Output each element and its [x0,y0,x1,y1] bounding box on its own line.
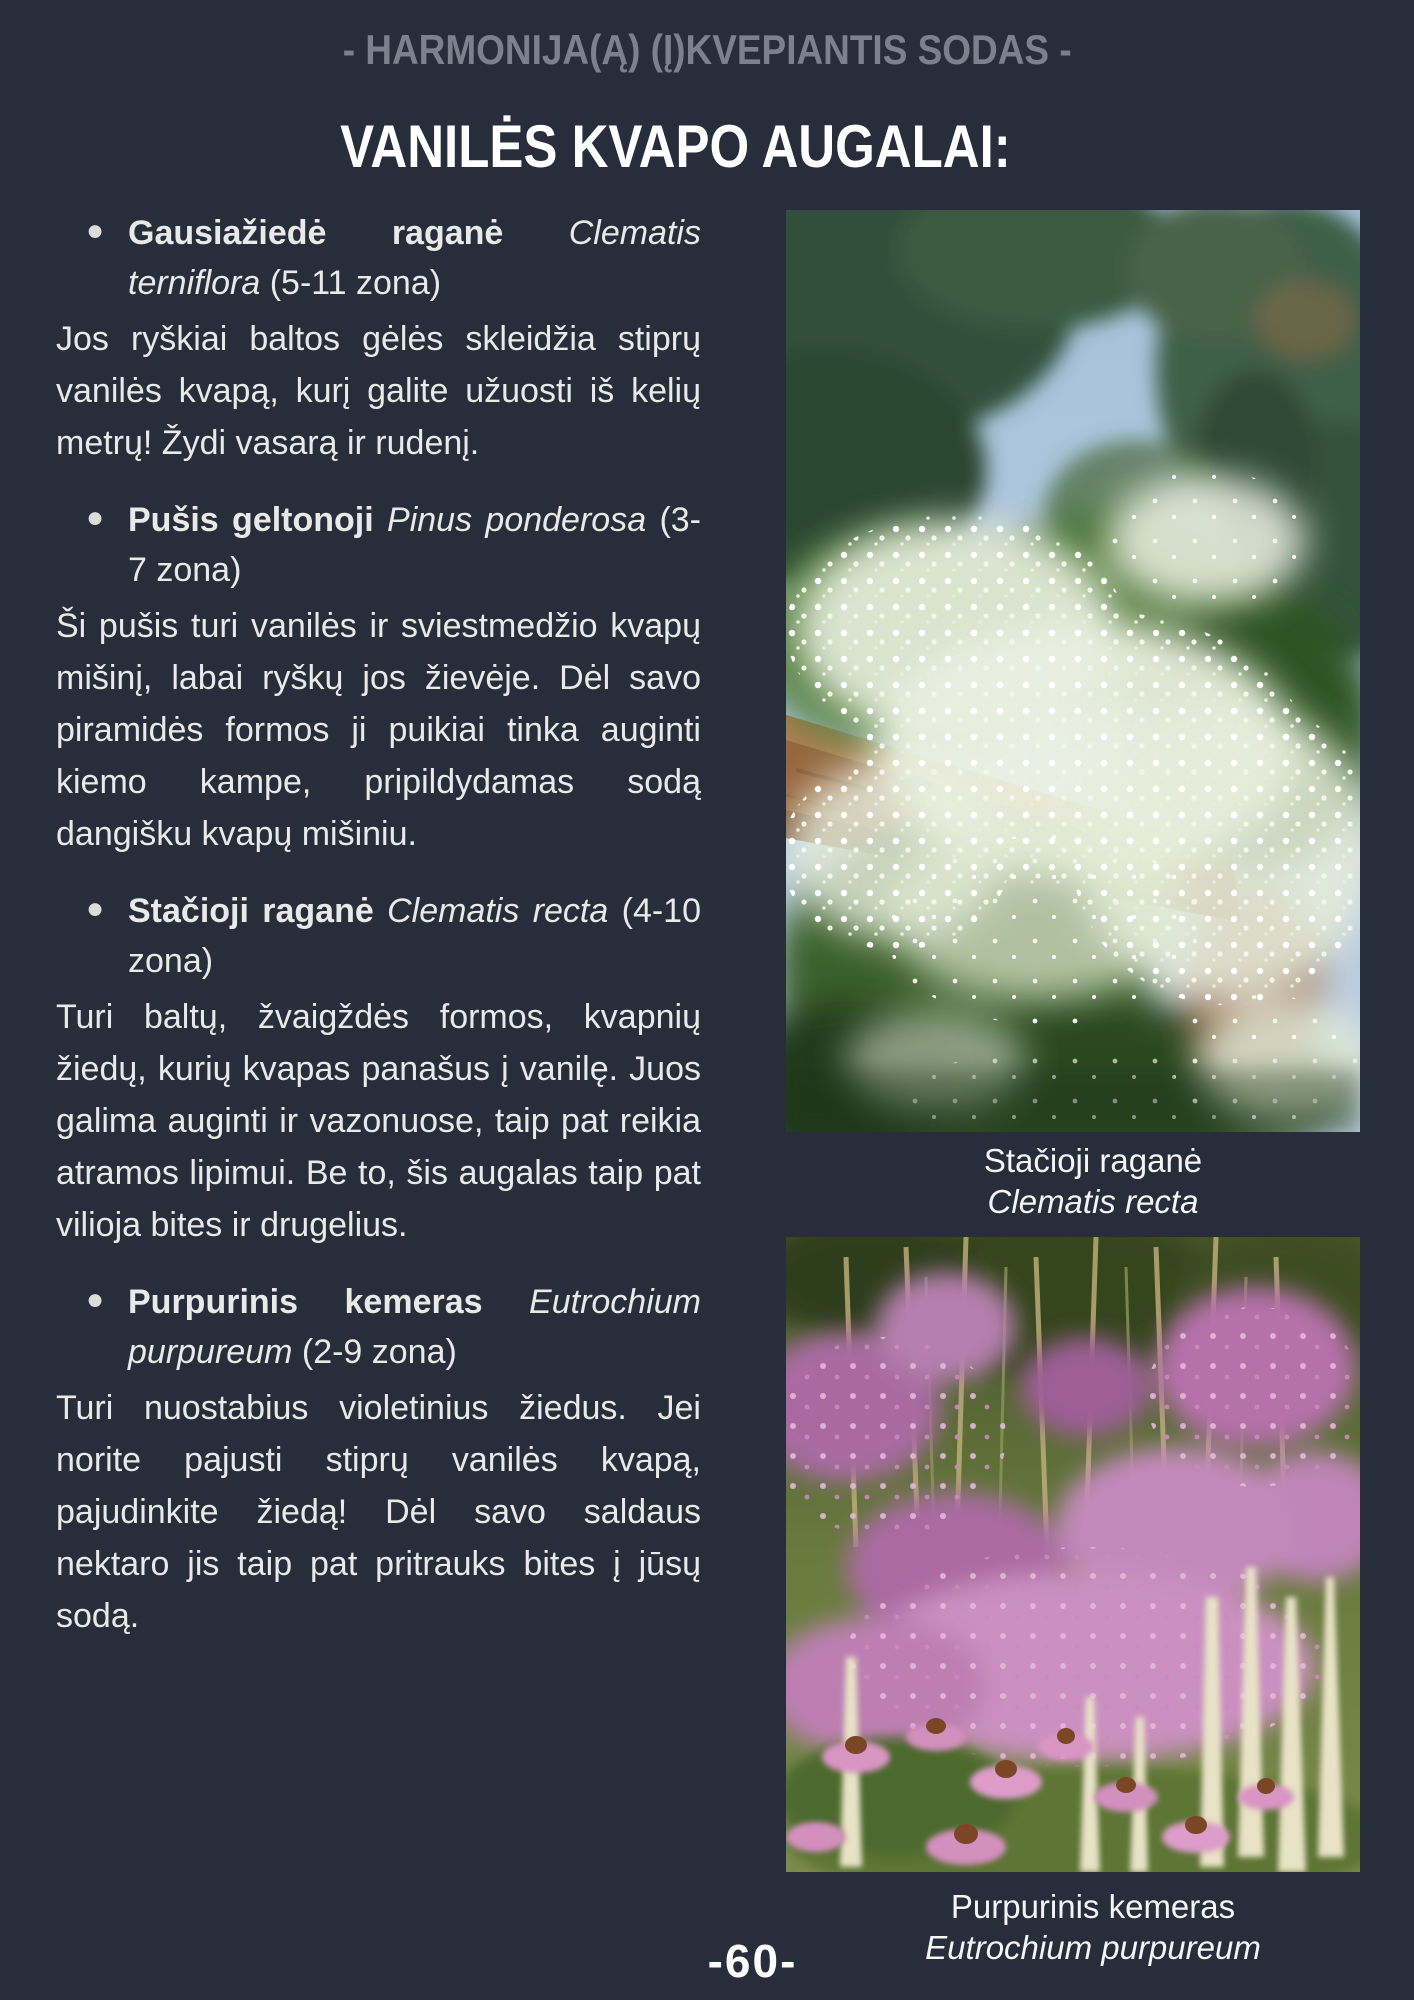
caption-plant-name: Stačioji raganė [983,1142,1203,1179]
plant-section [56,1277,701,1642]
plant-heading [56,1277,701,1377]
plant-heading [56,495,701,595]
page-title [0,112,1350,181]
figure-caption [806,1140,1380,1222]
bullet-dot-icon: ● [86,214,105,247]
bullet-dot-icon: ● [86,501,105,534]
plant-zone: (4-10 zona) [128,892,701,980]
page-number: -60- [707,1935,798,1987]
plant-latin-name: Pinus ponderosa [373,501,647,539]
plant-description: Jos ryškiai baltos gėlės skleidžia stiprų vanilės kvapą, kurį galite užuosti iš kelių metrų! Žydi vasarą ir rudenį. [56,320,701,462]
caption-latin-name: Eutrochium purpureum [925,1929,1261,1966]
plant-name: Purpurinis kemeras [128,1283,483,1321]
plant-section [56,886,701,1251]
plant-heading [56,208,701,308]
bullet-dot-icon: ● [86,1283,105,1316]
running-header-text: - HARMONIJA(Ą) (Į)KVEPIANTIS SODAS - [342,26,1072,73]
plant-section [56,208,701,469]
text-column [56,178,701,1642]
caption-latin-name: Clematis recta [987,1183,1199,1220]
plant-latin-name: Clematis terniflora [128,214,701,302]
plant-description: Ši pušis turi vanilės ir sviestmedžio kvapų mišinį, labai ryškų jos žievėje. Dėl savo piramidės formos ji puikiai tinka auginti kiemo kampe, pripildydamas sodą dangišku kvapų mišiniu. [56,607,701,853]
plant-zone: (5-11 zona) [260,264,442,302]
plant-name: Stačioji raganė [128,892,374,930]
plant-description: Turi nuostabius violetinius žiedus. Jei norite pajusti stiprų vanilės kvapą, pajudinkite žiedą! Dėl savo saldaus nektaro jis taip pat pritrauks bites į jūsų sodą. [56,1389,701,1635]
plant-latin-name: Clematis recta [373,892,609,930]
plant-zone: (3-7 zona) [128,501,701,589]
flower-meadow-photo [786,1237,1360,1872]
running-header [0,26,1414,74]
clematis-photo [786,210,1360,1132]
plant-name: Pušis geltonoji [128,501,374,539]
figure-caption [806,1886,1380,1968]
plant-zone: (2-9 zona) [292,1333,457,1371]
plant-heading [56,886,701,986]
caption-plant-name: Purpurinis kemeras [950,1888,1236,1925]
bullet-dot-icon: ● [86,892,105,925]
plant-section [56,495,701,860]
plant-name: Gausiažiedė raganė [128,214,504,252]
page-title-text: VANILĖS KVAPO AUGALAI: [339,113,1011,180]
plant-latin-name: Eutrochium purpureum [128,1283,701,1371]
plant-description: Turi baltų, žvaigždės formos, kvapnių žiedų, kurių kvapas panašus į vanilę. Juos galima auginti ir vazonuose, taip pat reikia atramos lipimui. Be to, šis augalas taip pat vilioja bites ir drugelius. [56,998,701,1244]
